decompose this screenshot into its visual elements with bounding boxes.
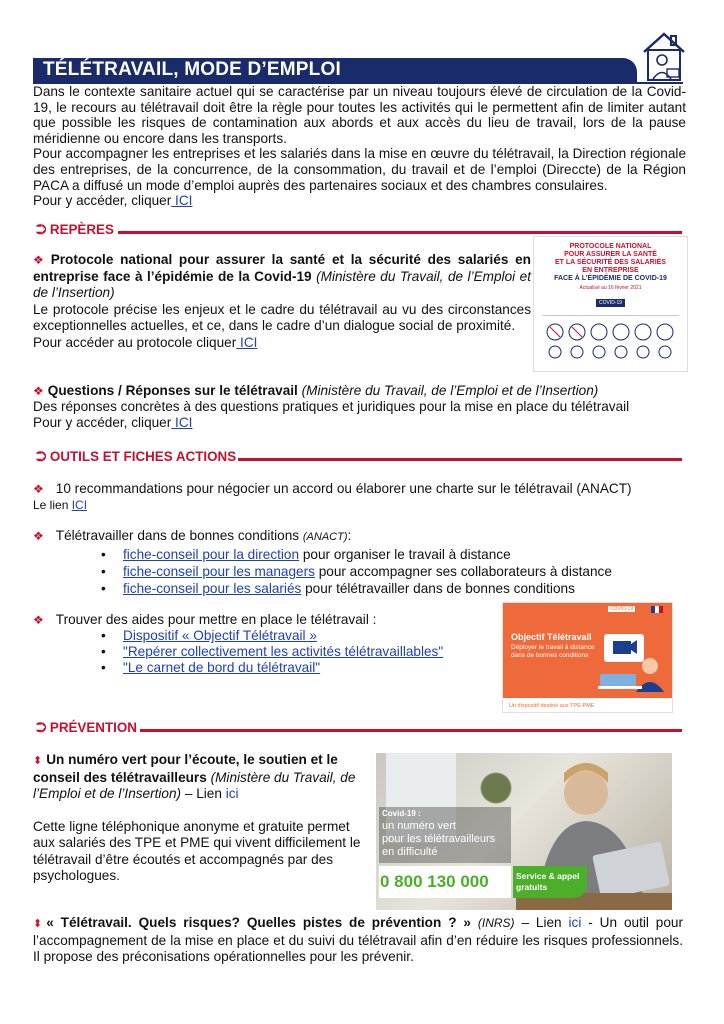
qa-access bbox=[33, 415, 693, 431]
protocole-source: (Ministère du Travail, de l’Emploi et de l’Insertion) bbox=[33, 268, 531, 300]
protocol-image-divider bbox=[542, 315, 679, 316]
fiche-salaries-link[interactable]: fiche-conseil pour les salariés bbox=[123, 581, 302, 596]
protocole-title: Protocole national pour assurer la santé et la sécurité des salariés en entreprise face à l’épidémie de la Covid-19 bbox=[33, 252, 531, 284]
intro-paragraph-2: Pour accompagner les entreprises et les salariés dans la mise en œuvre du télétravail, la Direction régionale des entreprises, de la concurrence, de la consommation, du travail et de l’emploi (Direccte) de la Région PACA a diffusé un mode d’emploi auprès des partenaires sociaux et des chambres consulaires. bbox=[33, 146, 686, 193]
qa-ici-link[interactable]: ICI bbox=[171, 415, 193, 430]
diamond-bullet-icon: ❖ bbox=[33, 613, 44, 627]
objectif-thumbnail[interactable] bbox=[502, 602, 673, 713]
updown-arrow-icon: ⬍ bbox=[33, 755, 43, 767]
qa-access-text: Pour y accéder, cliquer bbox=[33, 415, 172, 430]
qa-text: Des réponses concrètes à des questions pratiques et juridiques pour la mise en place du télétravail bbox=[33, 399, 630, 414]
anact-link-prefix: Le lien bbox=[33, 498, 72, 512]
numero-vert-image-label: Covid-19 : bbox=[382, 809, 421, 818]
anact-ici-link[interactable]: ICI bbox=[71, 498, 88, 512]
qa-item bbox=[33, 383, 693, 431]
section-heading-outils: ⮊ OUTILS ET FICHES ACTIONS bbox=[36, 449, 237, 464]
service-badge-line2: gratuits bbox=[516, 882, 548, 892]
section-divider-outils bbox=[238, 458, 682, 461]
numero-vert-title: Un numéro vert pour l’écoute, le soutien et le conseil des télétravailleurs bbox=[33, 752, 338, 785]
updown-arrow-icon: ⬍ bbox=[33, 918, 43, 930]
reperer-activites-link[interactable]: "Repérer collectivement les activités télétravaillables" bbox=[123, 644, 444, 659]
protocole-ici-link[interactable]: ICI bbox=[236, 334, 258, 350]
intro-section bbox=[33, 84, 686, 209]
fiche-conseil-list bbox=[123, 546, 693, 597]
bonnes-conditions-source: (ANACT) bbox=[302, 531, 348, 543]
plant-decoration bbox=[476, 763, 516, 813]
diamond-bullet-icon: ❖ bbox=[33, 482, 44, 496]
list-item bbox=[123, 660, 503, 676]
protocole-access bbox=[33, 335, 531, 352]
inrs-item bbox=[33, 915, 683, 966]
anact-item bbox=[33, 481, 693, 513]
numero-vert-image-line1: un numéro vert bbox=[382, 820, 456, 832]
protocol-image-line4: EN ENTREPRISE bbox=[582, 267, 639, 274]
objectif-image-badge: COVID-19 bbox=[610, 606, 634, 612]
laptop-person-icon bbox=[598, 628, 666, 692]
qa-title: Questions / Réponses sur le télétravail bbox=[47, 383, 298, 398]
bonnes-conditions-text: Télétravailler dans de bonnes conditions bbox=[55, 528, 303, 543]
inrs-link-prefix: – Lien bbox=[514, 915, 569, 930]
intro-access bbox=[33, 193, 686, 209]
protocol-image-line2: POUR ASSURER LA SANTÉ bbox=[564, 251, 657, 258]
numero-vert-image-line2: pour les télétravailleurs bbox=[382, 833, 496, 845]
title-banner bbox=[33, 58, 637, 82]
inrs-text: - Un outil pour l’accompagnement de la mise en place et du suivi du télétravail afin d’en réduire les risques professionnels. Il propose des préconisations opérationnelles pour les prévenir. bbox=[33, 915, 684, 964]
list-item bbox=[123, 644, 503, 660]
aides-item bbox=[33, 612, 503, 676]
numero-vert-ici-link[interactable]: ici bbox=[225, 786, 239, 801]
intro-ici-link[interactable]: ICI bbox=[171, 193, 193, 209]
fiche-salaries-text: pour télétravailler dans de bonnes conditions bbox=[301, 581, 575, 596]
house-icon bbox=[640, 30, 688, 82]
numero-vert-thumbnail[interactable] bbox=[376, 753, 672, 910]
objectif-image-footer: Un dispositif destiné aux TPE-PME bbox=[509, 703, 595, 709]
inrs-source: (INRS) bbox=[477, 916, 515, 930]
anact-text: 10 recommandations pour négocier un accord ou élaborer une charte sur le télétravail (ANACT) bbox=[55, 481, 632, 496]
aides-list bbox=[123, 628, 503, 676]
page-title: TÉLÉTRAVAIL, MODE D’EMPLOI bbox=[43, 59, 341, 80]
protocol-image-line5: FACE À L’ÉPIDÉMIE DE COVID-19 bbox=[554, 275, 667, 282]
objectif-image-title: Objectif Télétravail bbox=[511, 632, 592, 642]
diamond-bullet-icon: ❖ bbox=[33, 529, 44, 543]
section-heading-prevention: ⮊ PRÉVENTION bbox=[36, 720, 137, 735]
bonnes-conditions-colon: : bbox=[347, 528, 352, 543]
protocol-thumbnail[interactable] bbox=[533, 236, 688, 372]
fiche-direction-text: pour organiser le travail à distance bbox=[299, 547, 511, 562]
service-badge-line1: Service & appel bbox=[516, 871, 580, 881]
carnet-de-bord-link[interactable]: "Le carnet de bord du télétravail" bbox=[123, 660, 321, 675]
phone-number: 0 800 130 000 bbox=[380, 872, 489, 891]
aides-text: Trouver des aides pour mettre en place le télétravail : bbox=[55, 612, 377, 627]
protocole-text: Le protocole précise les enjeux et le cadre du télétravail au vu des circonstances exceptionnelles actuelles, et ce, dans le cadre d’un dialogue social de proximité. bbox=[33, 301, 531, 333]
inrs-title: « Télétravail. Quels risques? Quelles pistes de prévention ? » bbox=[46, 915, 471, 930]
protocol-image-line1: PROTOCOLE NATIONAL bbox=[569, 243, 652, 250]
bonnes-conditions-item bbox=[33, 527, 693, 597]
protocol-image-icons bbox=[541, 320, 681, 360]
protocole-access-text: Pour accéder au protocole cliquer bbox=[33, 334, 237, 350]
intro-paragraph-1: Dans le contexte sanitaire actuel qui se caractérise par un niveau toujours élevé de circulation de la Covid-19, le recours au télétravail doit être la règle pour toutes les activités qui le permettent afin de limiter autant que possible les risques de contamination aux abords et aux accès du lieu de travail, lors de la pause méridienne ou encore dans les transports. bbox=[33, 84, 686, 146]
objectif-teletravail-link[interactable]: Dispositif « Objectif Télétravail » bbox=[123, 628, 317, 643]
section-divider-prevention bbox=[140, 729, 682, 732]
diamond-bullet-icon: ❖ bbox=[33, 253, 47, 267]
fiche-direction-link[interactable]: fiche-conseil pour la direction bbox=[123, 547, 300, 562]
inrs-ici-link[interactable]: ici bbox=[568, 915, 582, 930]
list-item bbox=[123, 580, 693, 597]
protocol-image-date: Actualisé au 16 février 2021 bbox=[579, 285, 642, 291]
qa-source: (Ministère du Travail, de l’Emploi et de l’Insertion) bbox=[301, 383, 599, 398]
diamond-bullet-icon: ❖ bbox=[33, 384, 44, 398]
numero-vert-item bbox=[33, 752, 363, 885]
numero-vert-text: Cette ligne téléphonique anonyme et gratuite permet aux salariés des TPE et PME qui vivent difficilement le télétravail d’être écoutés et accompagnés par des psychologues. bbox=[33, 818, 361, 883]
list-item bbox=[123, 546, 693, 563]
section-divider-reperes bbox=[118, 231, 682, 234]
list-item bbox=[123, 563, 693, 580]
fiche-managers-link[interactable]: fiche-conseil pour les managers bbox=[123, 564, 315, 579]
intro-access-text: Pour y accéder, cliquer bbox=[33, 193, 172, 209]
protocol-image-line3: ET LA SÉCURITÉ DES SALARIÉS bbox=[555, 259, 666, 266]
numero-vert-link-prefix: – Lien bbox=[181, 786, 226, 801]
list-item bbox=[123, 628, 503, 644]
french-flag-icon bbox=[651, 606, 663, 613]
fiche-managers-text: pour accompagner ses collaborateurs à distance bbox=[314, 564, 612, 579]
section-heading-reperes: ⮊ REPÈRES bbox=[36, 222, 114, 237]
numero-vert-image-line3: en difficulté bbox=[382, 846, 438, 858]
objectif-image-subtitle: Déployer le travail à distance dans de bonnes conditions bbox=[511, 644, 595, 659]
protocol-image-badge: COVID-19 bbox=[596, 299, 625, 307]
protocole-item bbox=[33, 252, 531, 351]
numero-vert-source: (Ministère du Travail, de l’Emploi et de l’Insertion) bbox=[33, 769, 356, 801]
